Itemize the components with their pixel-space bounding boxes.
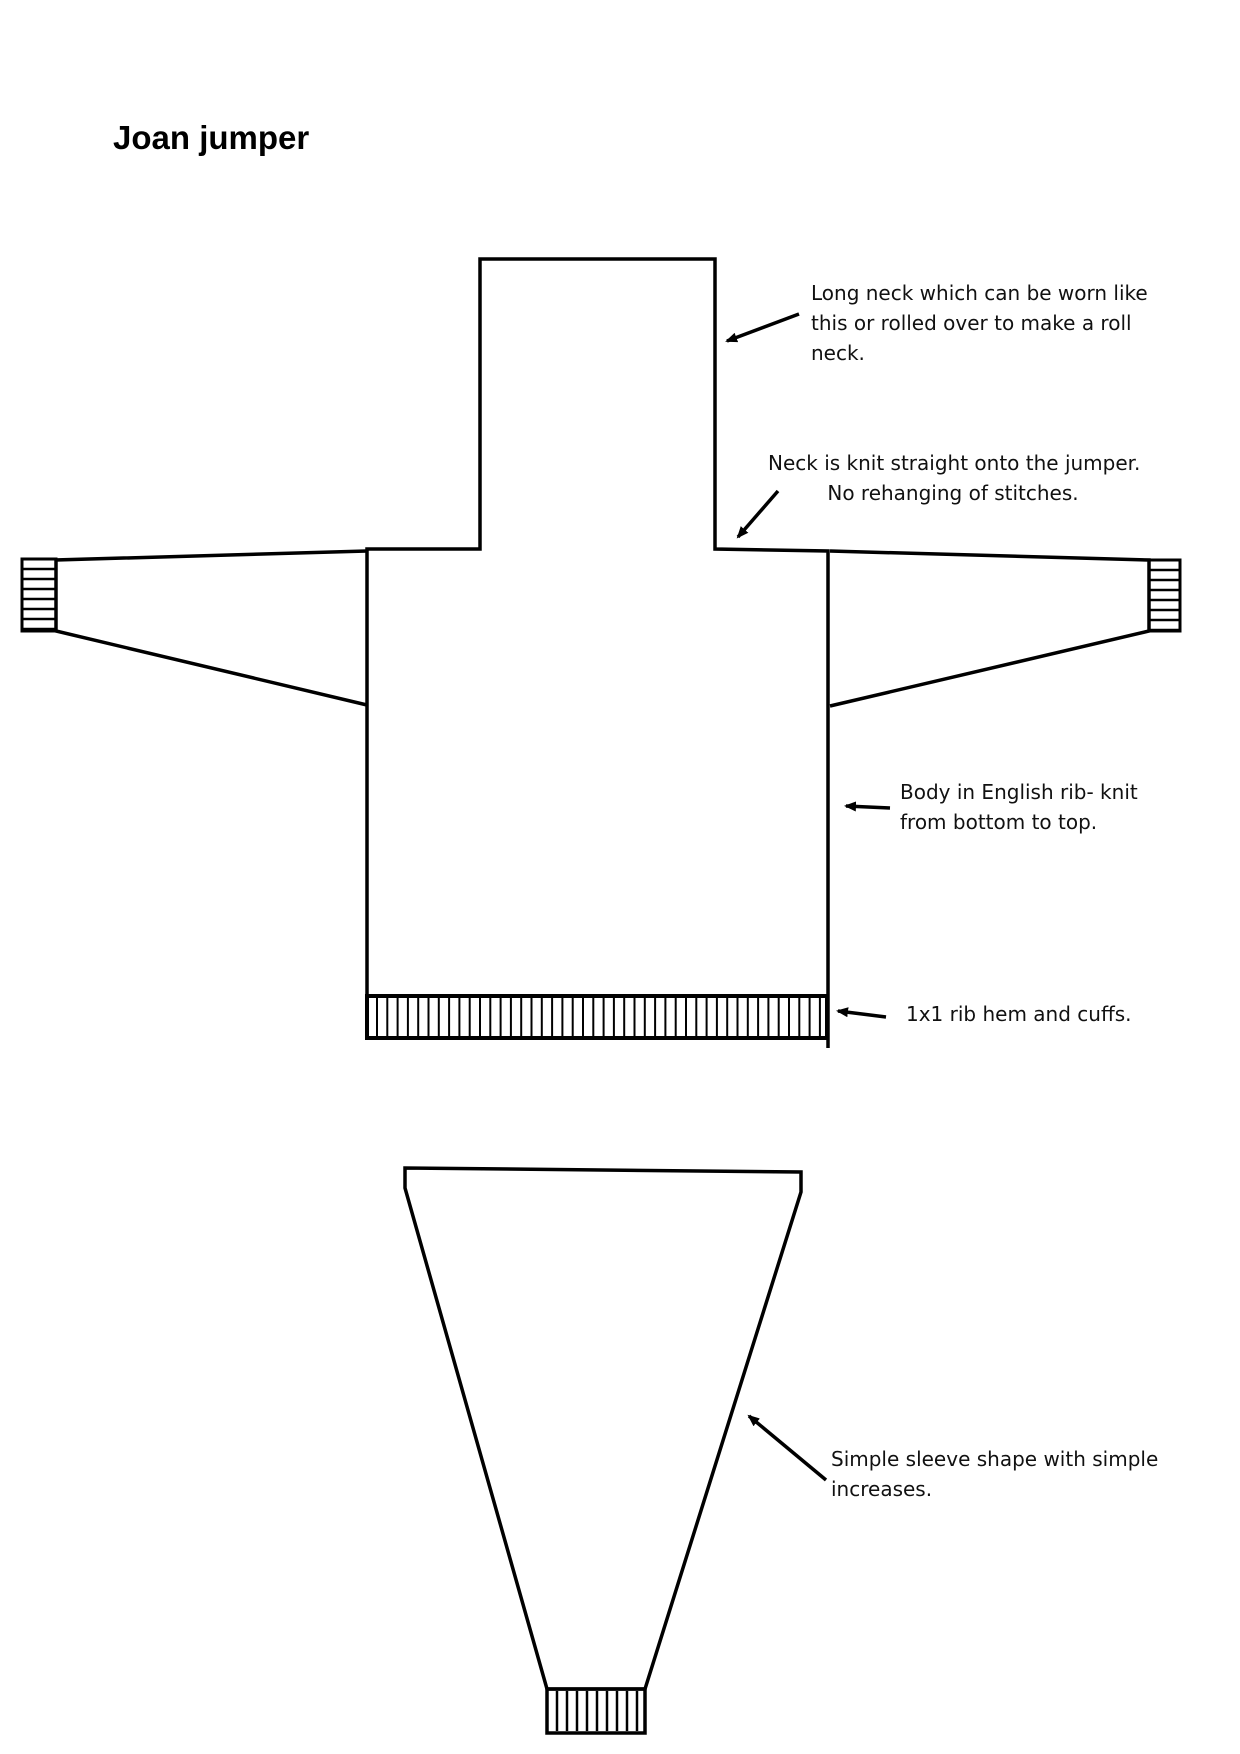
annotation-body-line: from bottom to top.	[900, 810, 1098, 834]
annotation-neck-straight-line: No rehanging of stitches.	[827, 481, 1079, 505]
annotation-sleeve-line: increases.	[831, 1477, 933, 1501]
left-sleeve	[22, 551, 367, 705]
arrow-rib	[838, 1011, 886, 1017]
body-neck-outline	[367, 259, 828, 1048]
hem-rib-band	[367, 996, 827, 1038]
annotation-long-neck-line: this or rolled over to make a roll	[811, 311, 1132, 335]
annotation-long-neck-line: neck.	[811, 341, 865, 365]
annotation-body-line: Body in English rib- knit	[900, 780, 1138, 804]
arrow-neck-long	[727, 314, 799, 341]
annotation-neck-straight	[768, 448, 1141, 508]
annotation-rib	[906, 999, 1206, 1029]
arrow-body	[846, 806, 890, 808]
annotation-body	[900, 777, 1200, 837]
annotation-rib-line: 1x1 rib hem and cuffs.	[906, 1002, 1132, 1026]
annotation-long-neck-line: Long neck which can be worn like	[811, 281, 1148, 305]
annotation-sleeve-line: Simple sleeve shape with simple	[831, 1447, 1159, 1471]
right-sleeve	[830, 551, 1180, 706]
annotation-neck-straight-line: Neck is knit straight onto the jumper.	[768, 451, 1141, 475]
arrow-sleeve	[749, 1416, 826, 1480]
annotation-long-neck	[811, 278, 1151, 368]
page-title: Joan jumper	[113, 119, 310, 156]
annotation-sleeve	[831, 1444, 1191, 1504]
sleeve-piece	[405, 1168, 801, 1733]
